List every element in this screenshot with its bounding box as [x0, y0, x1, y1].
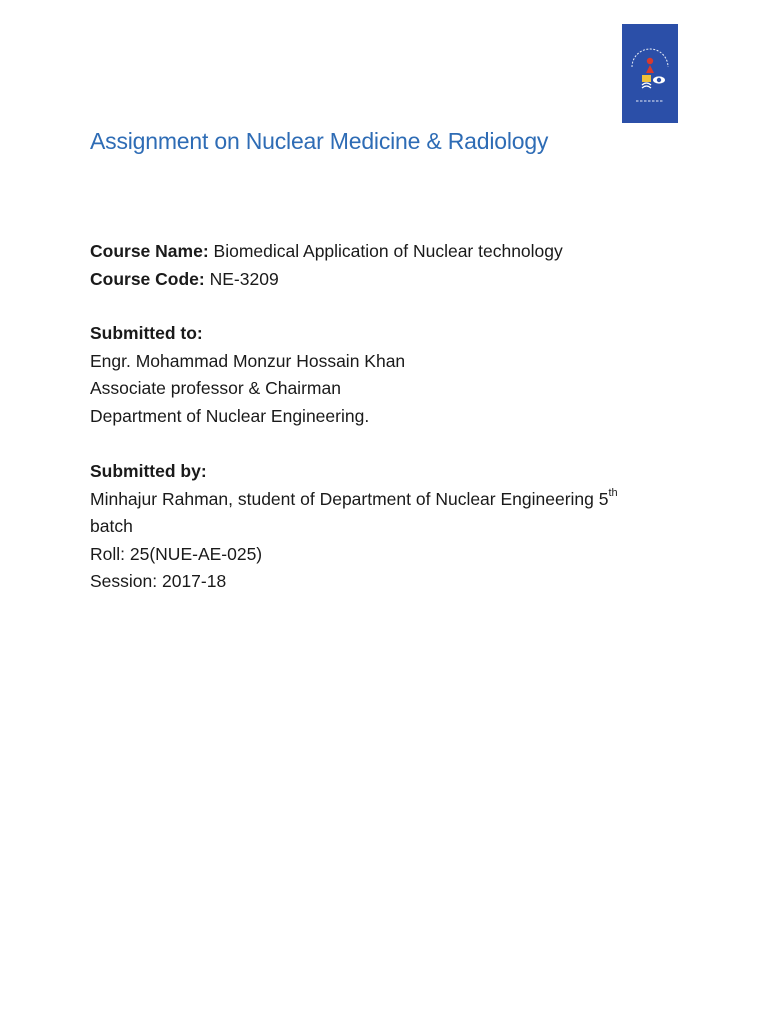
course-code-line — [90, 266, 563, 294]
student-roll: Roll: 25(NUE-AE-025) — [90, 543, 263, 564]
student-session: Session: 2017-18 — [90, 571, 227, 591]
submitted-to-section — [90, 320, 405, 430]
submitted-by-section — [90, 458, 618, 596]
university-crest-icon — [622, 24, 678, 123]
submitted-to-heading: Submitted to: — [90, 323, 203, 343]
course-info — [90, 238, 563, 293]
submitted-by-heading: Submitted by: — [90, 461, 207, 481]
course-code-value: NE-3209 — [209, 268, 279, 289]
student-line — [90, 486, 618, 514]
crest-emblem — [624, 29, 676, 119]
course-name-value: Biomedical Application of Nuclear technology — [213, 241, 563, 261]
course-name-line — [90, 238, 563, 266]
document-title: Assignment on Nuclear Medicine & Radiology — [90, 128, 549, 154]
batch-ordinal-suffix: th — [608, 486, 618, 499]
student-batch: batch — [90, 516, 133, 536]
recipient-position: Associate professor & Chairman — [90, 378, 341, 398]
recipient-name: Engr. Mohammad Monzur Hossain Khan — [90, 350, 406, 371]
recipient-department: Department of Nuclear Engineering. — [90, 405, 370, 426]
course-code-label: Course Code: — [90, 268, 205, 289]
course-name-label: Course Name: — [90, 241, 209, 261]
student-description: Minhajur Rahman, student of Department of Nuclear Engineering 5 — [90, 488, 609, 509]
